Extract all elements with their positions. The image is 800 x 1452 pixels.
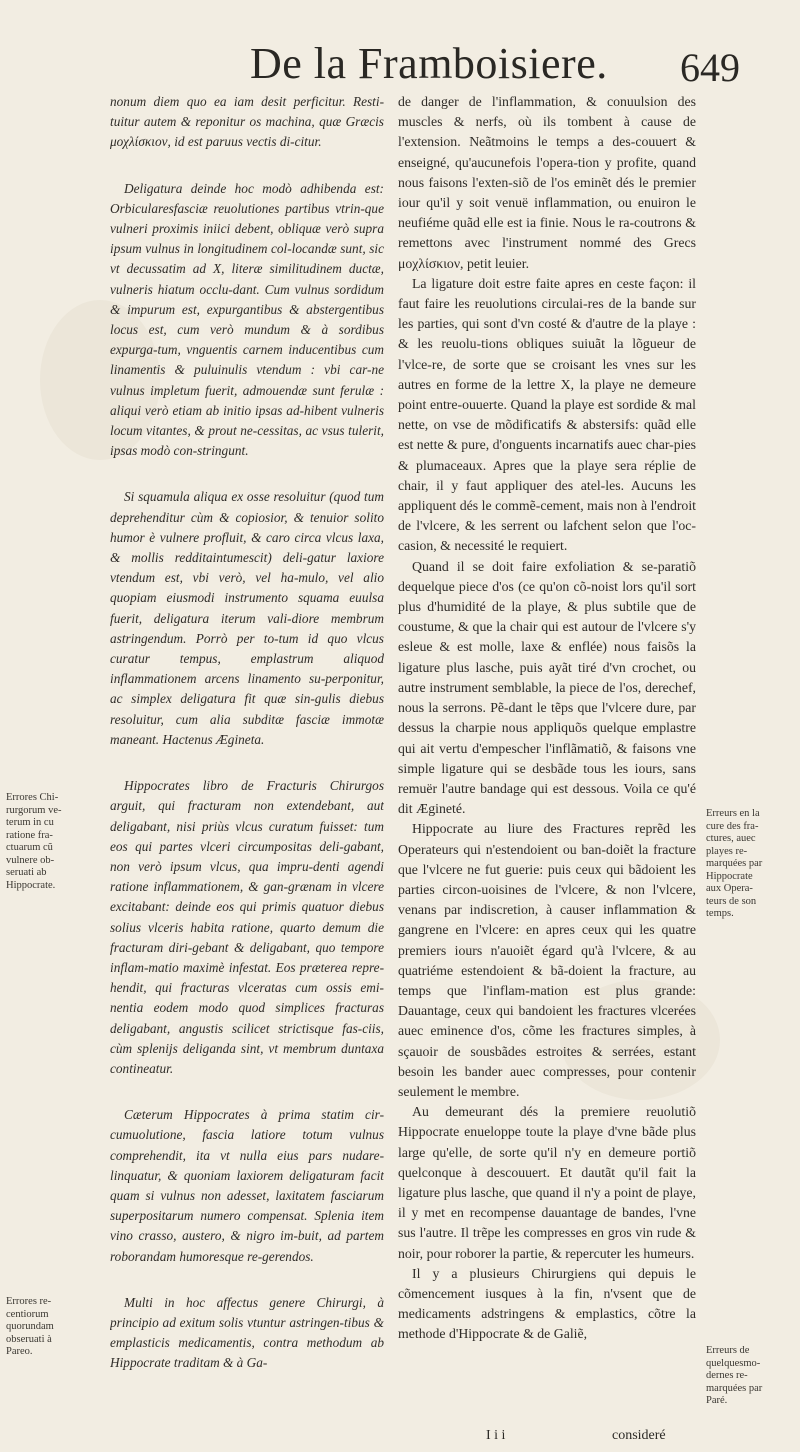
margin-note-left: Errores Chi- rurgorum ve- terum in cu ratione fra- ctuarum cũ vulnere ob- seruati ab Hippocrate. [6, 792, 62, 891]
margin-note-right: Erreurs en la cure des fra- ctures, auec playes re- marquées par Hippocrate aux Opera- teurs de son temps. [706, 808, 763, 919]
latin-text-column [110, 92, 384, 1422]
french-paragraph: Il y a plusieurs Chirurgiens qui depuis le cõmencement iusques à la fin, n'vsent que de medicaments adstringens & emplastics, cõtre la methode d'Hippocrate & de Galiẽ, [398, 1265, 696, 1342]
catchword: consideré [612, 1428, 666, 1443]
signature-mark: I i i [486, 1428, 506, 1443]
latin-paragraph: nonum diem quo ea iam desit perficitur. Resti-tuitur autem & reponitur os machina, quæ Græcis μοχλίσκιον, id est paruus vectis di-citur. [110, 94, 384, 150]
page-header [0, 0, 800, 90]
french-paragraph: de danger de l'inflammation, & conuulsion des muscles & nerfs, où ils tombent à cause de l'extension. Neãtmoins le temps a des-couuert & enseigné, qu'aucunefois l'opera-tion y profite, quand nous faisons l'exten-siõ de l'os eminẽt dés le premier iour qu'il y soit venuë inflammation, ou enuiron le neufiéme quãd elle est ia finie. Nous le ra-coutrons & remettons avec l'instrument nommé des Grecs μοχλίσκιον, petit leuier. [398, 94, 696, 271]
latin-paragraph: Deligatura deinde hoc modò adhibenda est: Orbicularesfasciæ reuolutiones partibus vtrin-que vulneri proximis iniici debent, obliquæ verò supra ipsum vulnus in longitudinem col-locandæ sunt, sic vt decussatim ad X, literæ similitudinem ductæ, vulneris hiatum occlu-dant. Cum vulnus sordidum & impurum est, expurgantibus & abstergentibus locus est, cum verò mundum & à sordibus expurga-tum, vnguentis carnem inducentibus cum linamentis & puluinulis vtendum : vbi car-ne vulnus impletum fuerit, admouendæ sunt ferulæ : aliqui verò etiam ab initio ipsas ad-hibent vulneris locum vitantes, & prout ne-cessitas, ac vsus tulerit, ipsas modò con-stringunt. [110, 180, 384, 459]
french-paragraph: Au demeurant dés la premiere reuolutiõ Hippocrate enueloppe toute la playe d'vne bãde plus large qu'elle, de sorte qu'il n'y en demeure portiõ quelconque à descouuert. Et dautãt qu'il fait la ligature plus lasche, que quand il n'y a point de playe, il y met en recompense dauantage de bandes, l'vne sus l'autre. Il trẽpe les compresses en gros vin rude & noir, pour roborer la partie, & repercuter les humeurs. [398, 1104, 696, 1261]
latin-paragraph: Si squamula aliqua ex osse resoluitur (quod tum deprehenditur cùm & copiosior, & tenuior solito humor è vulnere profluit, & caro circa vlcus laxa, & mollis redditaintumescit) deli-gatur laxiore vtendum est, vbi verò, vel ha-mulo, vel alio quopiam eiusmodi instrumento squama euulsa fuerit, deligatura iterum vali-diore membrum astringendum. Porrò per to-tum id quo vlcus curatur tempus, emplastrum aliquod inflammationem arcens linamento su-perponitur, ac simplex deligatura fit quæ sin-gulis diebus resoluitur, cum alia subditæ fasciæ immotæ maneant. Hactenus Ægineta. [110, 489, 384, 747]
french-paragraph: La ligature doit estre faite apres en ceste façon: il faut faire les reuolutions circulai-res de la bande sur les parties, qui sont d'vn costé & d'autre de la playe : & les reuolu-tions obliques suiuãt la lõgueur de l'vlce-re, de sorte que se croisant les vnes sur les autres en forme de la lettre X, la playe ne demeure point entre-ouuerte. Quand la playe est sordide & mal nette, on vse de mõdificatifs & abstersifs: quãd elle est nette & pure, d'onguents incarnatifs auec char-pies & plumaceaux. Apres que la playe sera réplie de chair, il y faut appliquer des atel-les. Aucuns les appliquent dés le commẽ-cement, mais non à l'endroit de l'vlcere, & les serrent ou lafchent selon que l'oc-casion, & necessité le requiert. [398, 275, 696, 554]
french-paragraph: Quand il se doit faire exfoliation & se-paratiõ dequelque piece d'os (ce qu'on cõ-noist lors qu'il sort plus d'humidité de la playe, & plus subtile que de coustume, & que la chair qui est autour de l'vlcere s'y esleue & est molle, laxe & enflée) nous faisõs la ligature plus lasche, puis ayãt tiré d'vn crochet, ou autre instrument semblable, la piece de l'os, derechef, nous la serrons. Pẽ-dant le tẽps que l'vlcere dure, par dessus la charpie nous appliquõs quelque emplastre qui ait vertu d'empescher l'inflãmatiõ, & faisons vne simple ligature qui se desbãde tous les iours, sans remuër l'autre bandage qui est dessous. Voila ce qu'é dit Ægineté. [398, 558, 696, 817]
latin-paragraph: Hippocrates libro de Fracturis Chirurgos arguit, qui fracturam non extendebant, aut deligabant, nisi priùs vlcus curatum fuisset: tum eos qui partes vlceri circumpositas deli-gabant, non verò ipsum vlcus, qua impru-denti agendi ratione inflammationem, & gan-grænam in vlcere excitabant: deinde eos qui primis quatuor diebus solius vlceris habita ratione, quarto demum die fracturam diri-gebant & deligabant, quo tempore inflam-matio maximè infestat. Eos præterea repre-hendit, qui fracturas vlceratas cum ossis emi-nentia eodem modo quod simplices fracturas deligabant, angustis scilicet strictisque fas-ciis, cùm splenijs deliganda sint, vt membrum duntaxa contineatur. [110, 778, 384, 1076]
margin-note-right: Erreurs de quelquesmo- dernes re- marquées par Paré. [706, 1345, 763, 1406]
page-number: 649 [680, 45, 740, 90]
latin-paragraph: Multi in hoc affectus genere Chirurgi, à principio ad exitum solis vtuntur astringen-tibus & emplasticis medicamentis, contra methodum ab Hippocrate traditam & à Ga- [110, 1294, 384, 1371]
margin-note-left: Errores re- centiorum quorundam obseruati à Pareo. [6, 1296, 54, 1357]
french-text-column [398, 92, 696, 1422]
french-paragraph: Hippocrate au liure des Fractures reprẽd les Operateurs qui n'estendoient ou ban-doiẽt la fracture que l'vlcere ne fut guerie: puis ceux qui bãdoient les parties circon-uoisines de l'vlcere, & non l'vlcere, venans par indiscretion, à causer inflammation & gangrene en l'vlcere: en apres ceux qui les quatre premiers iours n'auoiẽt égard qu'à l'vlcere, & au quatriéme estendoient & bã-doient la fracture, au temps que l'inflam-mation est plus grande: Dauantage, ceux qui bandoient les fractures vlcerées auec eminence d'os, cõme les fractures simples, à sçauoir de sousbãdes estroites & serrées, estant besoin les bander auec compresses, pour contenir seulement le membre. [398, 821, 696, 1099]
running-title: De la Framboisiere. [250, 39, 608, 88]
latin-paragraph: Cæterum Hippocrates à prima statim cir-cumuolutione, fascia latiore totum vulnus comprehendit, ita vt nulla eius pars nudare-linquatur, & quoniam laxiorem deligaturam facit quam si vulnus non adesset, laxitatem fasciarum superpositarum numero compensat. Splenia item vino crasso, austero, & nigro im-buit, ad partem roborandam humoresque re-gerendos. [110, 1107, 384, 1264]
